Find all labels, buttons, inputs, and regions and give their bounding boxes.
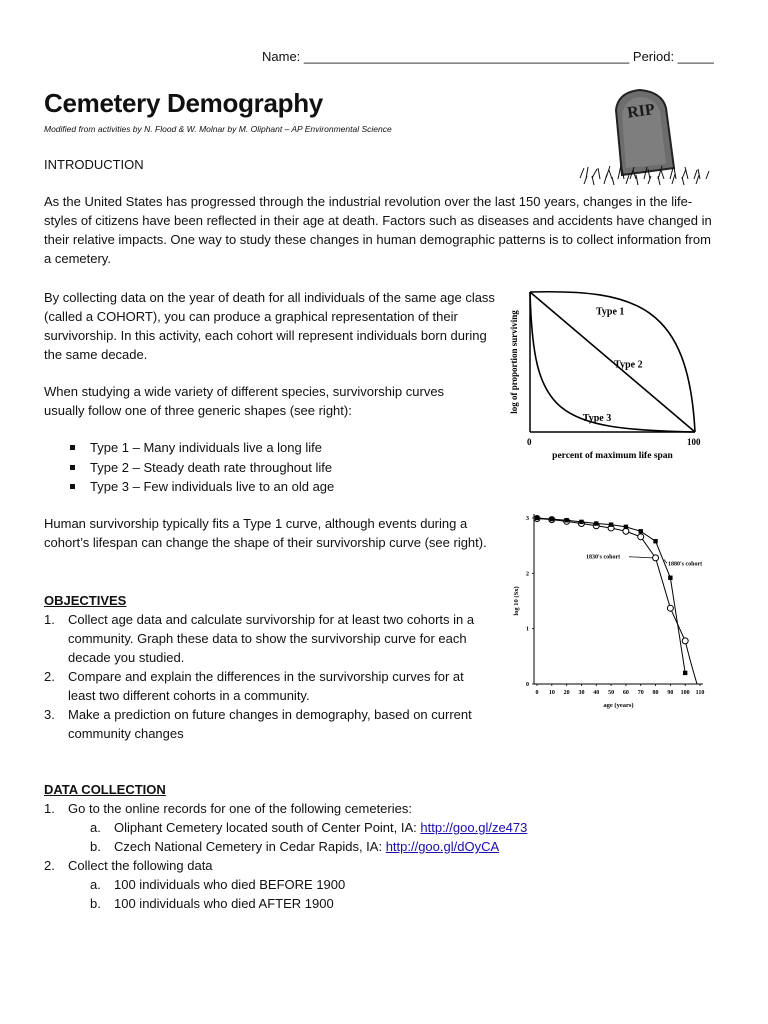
cohort-1830s-point <box>638 534 644 540</box>
tombstone-illustration <box>574 80 714 188</box>
list-item: a. 100 individuals who died BEFORE 1900 <box>90 877 346 892</box>
introduction-heading: INTRODUCTION <box>44 157 144 172</box>
type3-label: Type 3 <box>582 412 612 424</box>
x-tick-label: 50 <box>608 690 615 696</box>
survivorship-types-chart <box>505 282 720 462</box>
cohort-1880s-point <box>594 521 598 525</box>
list-item: 2. Collect the following data <box>44 858 213 873</box>
x-axis-label: percent of maximum life span <box>552 451 673 461</box>
cohort-1880s-line <box>537 518 685 673</box>
name-label: Name: <box>262 49 301 64</box>
list-item: b. 100 individuals who died AFTER 1900 <box>90 896 334 911</box>
annotation-pointer <box>629 557 653 558</box>
x-tick-label: 30 <box>578 690 585 696</box>
x-tick-label: 60 <box>622 690 629 696</box>
cohort-1880s-point <box>668 576 672 580</box>
cohort-1830s-point <box>682 638 688 644</box>
x-tick-label: 20 <box>563 690 570 696</box>
cohort-1880s-point <box>550 517 554 521</box>
objectives-list <box>44 610 494 743</box>
data-collection-list <box>44 799 724 913</box>
x-tick-label: 110 <box>695 690 705 696</box>
x-tick-label: 80 <box>652 690 659 696</box>
x-tick-label: 0 <box>535 690 539 696</box>
cohort-1880s-point <box>683 671 687 675</box>
tombstone-rip-text: RIP <box>626 101 656 122</box>
introduction-paragraph-4: Human survivorship typically fits a Type 1 curve, although events during a cohort’s lifespan can change the shape of their survivorship curve (see right). <box>44 516 487 550</box>
cohort-1830s-point <box>667 605 673 611</box>
bullet-square-icon <box>70 445 75 450</box>
list-item: b. Czech National Cemetery in Cedar Rapids, IA: http://goo.gl/dOyCA <box>90 839 500 854</box>
period-label: Period: <box>632 49 675 64</box>
cohort-1880s-point <box>624 525 628 529</box>
cohort-1880s-point <box>564 518 568 522</box>
x-tick-label: 100 <box>680 690 690 696</box>
type2-label: Type 2 <box>614 359 643 371</box>
cohort-1830s-point <box>653 555 659 561</box>
list-item: 3. Make a prediction on future changes in demography, based on current community changes <box>44 707 472 741</box>
list-item: 1. Collect age data and calculate survivorship for at least two cohorts in a community. Graph these data to show the survivorship curve for each decade you studied. <box>44 612 475 665</box>
cohort-1880s-point <box>579 520 583 524</box>
page-subtitle: Modified from activities by N. Flood & W. Molnar by M. Oliphant – AP Environmental Science <box>44 124 392 134</box>
period-blank[interactable]: _____ <box>677 49 714 64</box>
cohort-1830s-point <box>623 528 629 534</box>
type1-label: Type 1 <box>596 306 625 318</box>
data-collection-heading: DATA COLLECTION <box>44 782 166 797</box>
name-blank[interactable]: _____________________________________________ <box>303 49 630 64</box>
list-item: 1. Go to the online records for one of the following cemeteries: <box>44 801 412 816</box>
tombstone-icon <box>616 90 674 175</box>
oliphant-cemetery-link[interactable]: http://goo.gl/ze473 <box>420 820 528 835</box>
introduction-paragraph-1: As the United States has progressed through the industrial revolution over the last 150 years, changes in the life-styles of citizens have been reflected in their age at death. Factors such as diseases and accidents have changed in their relative impacts. One way to study these changes in human demographic patterns is to collect information from a cemetery. <box>44 194 712 266</box>
y-axis-label: log of proportion surviving <box>509 310 519 414</box>
y-tick-label: 0 <box>526 682 529 688</box>
y-tick-label: 1 <box>526 626 529 633</box>
page-title: Cemetery Demography <box>44 88 323 118</box>
cohort-1880s-annotation: 1880's cohort <box>668 561 703 568</box>
cohort-1880s-point <box>609 522 613 526</box>
x-tick-label: 0 <box>527 437 532 447</box>
cohort-1880s-point <box>639 529 643 533</box>
cohort-1830s-line <box>537 519 697 684</box>
y-axis-label: log 10 (Sx) <box>513 586 520 616</box>
introduction-paragraph-2: By collecting data on the year of death for all individuals of the same age class (called a COHORT), you can produce a graphical representation of their survivorship. In this activity, each cohort will represent individuals born during the same decade. <box>44 290 495 362</box>
list-item: a. Oliphant Cemetery located south of Center Point, IA: http://goo.gl/ze473 <box>90 820 528 835</box>
cohort-1880s-point <box>535 516 539 520</box>
list-item: Type 1 – Many individuals live a long life <box>44 438 474 458</box>
x-tick-label: 70 <box>637 690 644 696</box>
cohort-survivorship-chart <box>508 506 720 712</box>
survivorship-type-list <box>44 438 474 497</box>
x-tick-label: 90 <box>667 690 674 696</box>
x-tick-label: 10 <box>548 690 555 696</box>
name-period-line <box>262 49 714 64</box>
list-item: Type 3 – Few individuals live to an old age <box>44 477 474 497</box>
list-item: 2. Compare and explain the differences in the survivorship curves for at least two different cohorts in a community. <box>44 669 464 703</box>
objectives-heading: OBJECTIVES <box>44 593 127 608</box>
list-item: Type 2 – Steady death rate throughout life <box>44 458 474 478</box>
y-tick-label: 2 <box>526 571 529 578</box>
cohort-1880s-point <box>653 539 657 543</box>
czech-cemetery-link[interactable]: http://goo.gl/dOyCA <box>385 839 500 854</box>
y-tick-label: 3 <box>526 516 529 522</box>
introduction-paragraph-3: When studying a wide variety of different species, survivorship curves usually follow one of three generic shapes (see right): <box>44 384 445 418</box>
x-tick-label: 40 <box>593 690 600 696</box>
bullet-square-icon <box>70 465 75 470</box>
bullet-square-icon <box>70 484 75 489</box>
x-axis-label: age (years) <box>603 702 634 709</box>
cohort-1830s-annotation: 1830's cohort <box>586 554 621 561</box>
x-tick-label: 100 <box>687 437 701 447</box>
